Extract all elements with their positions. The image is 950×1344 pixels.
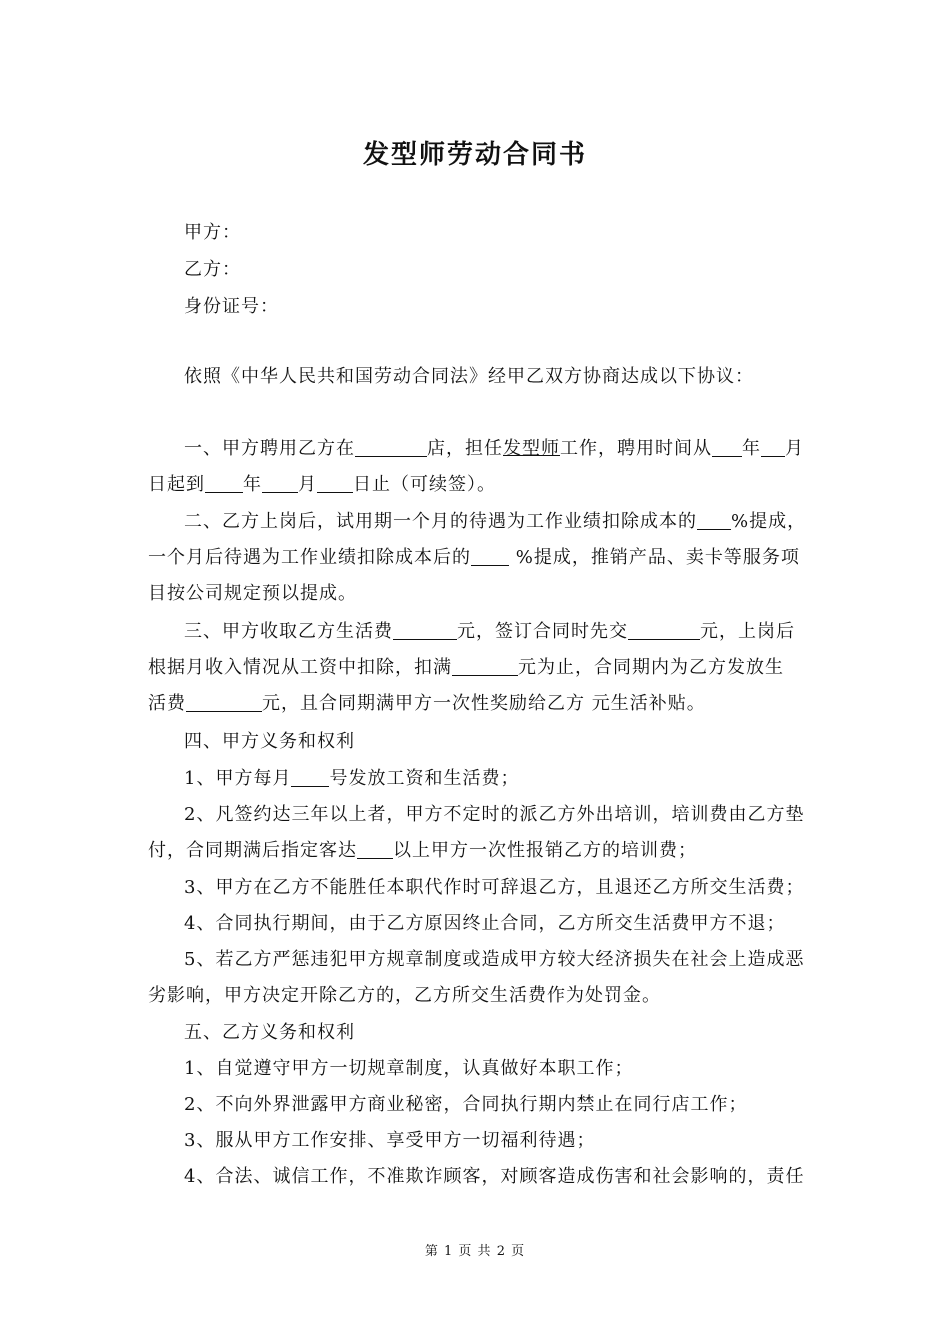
- clause-4-item-5-line-1: 5、若乙方严惩违犯甲方规章制度或造成甲方较大经济损失在社会上造成恶: [184, 949, 805, 970]
- clause-4-heading: 四、甲方义务和权利: [184, 731, 355, 752]
- blank-regular-percent: [471, 547, 509, 566]
- role-underlined: 发型师: [503, 438, 560, 459]
- clause-3-line-1: 三、甲方收取乙方生活费 元，签订合同时先交 元，上岗后: [184, 621, 795, 642]
- document-title: 发型师劳动合同书: [362, 140, 587, 170]
- intro-paragraph: 依照《中华人民共和国劳动合同法》经甲乙双方协商达成以下协议：: [184, 366, 754, 387]
- clause-4-item-5-line-2: 劣影响，甲方决定开除乙方的，乙方所交生活费作为处罚金。: [148, 985, 661, 1006]
- clause-5-heading: 五、乙方义务和权利: [184, 1022, 355, 1043]
- blank-store: [355, 438, 427, 457]
- blank-living-fee: [393, 621, 457, 640]
- blank-client-count: [357, 840, 393, 859]
- clause-4-item-2-line-2: 付，合同期满后指定客达 以上甲方一次性报销乙方的培训费；: [148, 840, 697, 861]
- blank-start-year: [712, 438, 742, 457]
- clause-2-line-2: 一个月后待遇为工作业绩扣除成本后的 %提成，推销产品、卖卡等服务项: [148, 547, 800, 568]
- clause-2-line-1: 二、乙方上岗后，试用期一个月的待遇为工作业绩扣除成本的 %提成，: [184, 511, 807, 532]
- blank-end-day: [317, 474, 353, 493]
- blank-deduction-total: [452, 657, 518, 676]
- clause-5-item-3: 3、服从甲方工作安排、享受甲方一切福利待遇；: [184, 1130, 596, 1151]
- clause-5-item-4: 4、合法、诚信工作，不准欺诈顾客，对顾客造成伤害和社会影响的，责任: [184, 1166, 805, 1187]
- party-a-label: 甲方：: [184, 222, 241, 243]
- clause-4-item-3: 3、甲方在乙方不能胜任本职代作时可辞退乙方，且退还乙方所交生活费；: [184, 877, 805, 898]
- clause-5-item-2: 2、不向外界泄露甲方商业秘密，合同执行期内禁止在同行店工作；: [184, 1094, 748, 1115]
- blank-end-year: [205, 474, 243, 493]
- blank-living-allowance: [186, 693, 262, 712]
- blank-start-month: [761, 438, 785, 457]
- clause-4-item-1: 1、甲方每月 号发放工资和生活费；: [184, 768, 520, 789]
- id-number-label: 身份证号：: [184, 296, 279, 317]
- page-footer: 第 1 页 共 2 页: [424, 1244, 526, 1259]
- clause-4-item-4: 4、合同执行期间，由于乙方原因终止合同，乙方所交生活费甲方不退；: [184, 913, 786, 934]
- clause-1-line-2: 日起到 年 月 日止（可续签）。: [148, 474, 496, 495]
- blank-pay-day: [291, 768, 329, 787]
- blank-deposit: [628, 621, 700, 640]
- clause-1-line-1: 一、甲方聘用乙方在 店，担任发型师工作，聘用时间从 年 月: [184, 438, 804, 459]
- blank-probation-percent: [697, 511, 731, 530]
- clause-5-item-1: 1、自觉遵守甲方一切规章制度，认真做好本职工作；: [184, 1058, 634, 1079]
- clause-3-line-2: 根据月收入情况从工资中扣除，扣满 元为止，合同期内为乙方发放生: [148, 657, 784, 678]
- clause-4-item-2-line-1: 2、凡签约达三年以上者，甲方不定时的派乙方外出培训，培训费由乙方垫: [184, 804, 805, 825]
- party-b-label: 乙方：: [184, 259, 241, 280]
- clause-3-line-3: 活费 元，且合同期满甲方一次性奖励给乙方 元生活补贴。: [148, 693, 706, 714]
- clause-2-line-3: 目按公司规定预以提成。: [148, 583, 357, 604]
- blank-end-month: [262, 474, 298, 493]
